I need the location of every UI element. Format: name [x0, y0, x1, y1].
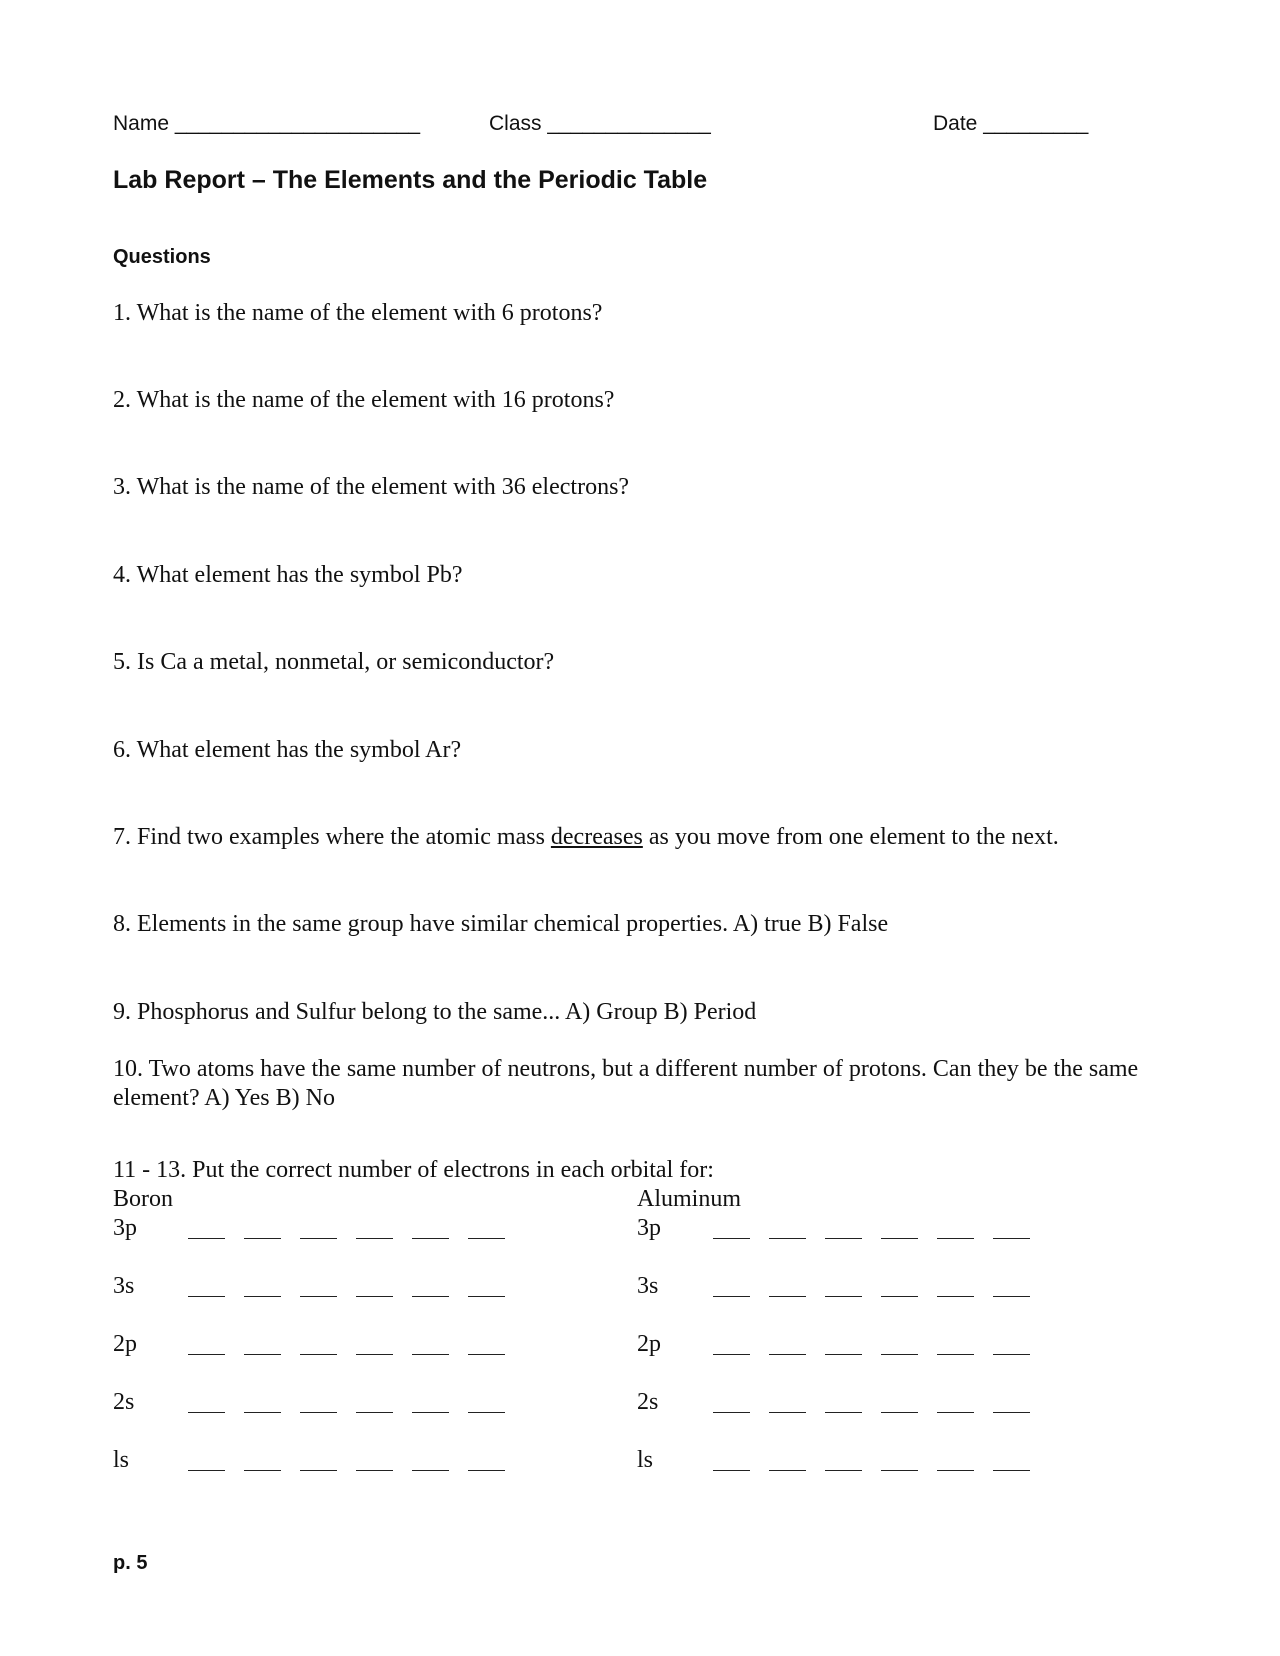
question-10: 10. Two atoms have the same number of neutrons, but a different number of protons. Can they be the same element? A) Yes B) No	[113, 1056, 1139, 1111]
electron-blank[interactable]	[713, 1470, 750, 1471]
electron-blank[interactable]	[356, 1354, 393, 1355]
electron-blank[interactable]	[468, 1470, 505, 1471]
electron-blank[interactable]	[412, 1354, 449, 1355]
electron-blank[interactable]	[881, 1238, 918, 1239]
electron-blank[interactable]	[356, 1412, 393, 1413]
boron-orbital-label: 3p	[113, 1215, 137, 1241]
electron-blank[interactable]	[188, 1296, 225, 1297]
question-7	[113, 824, 1059, 851]
page-title: Lab Report – The Elements and the Periodic Table	[113, 166, 708, 194]
orbital-element-boron: Boron	[113, 1186, 173, 1212]
electron-blank[interactable]	[993, 1238, 1030, 1239]
electron-blank[interactable]	[769, 1238, 806, 1239]
electron-blank[interactable]	[188, 1354, 225, 1355]
electron-blank[interactable]	[412, 1296, 449, 1297]
electron-blank[interactable]	[825, 1354, 862, 1355]
question-7-underlined-word: decreases	[550, 824, 643, 850]
electron-blank[interactable]	[188, 1470, 225, 1471]
electron-blank[interactable]	[881, 1470, 918, 1471]
electron-blank[interactable]	[412, 1470, 449, 1471]
aluminum-orbital-label: ls	[637, 1447, 654, 1473]
electron-blank[interactable]	[713, 1354, 750, 1355]
electron-blank[interactable]	[412, 1238, 449, 1239]
question-9: 9. Phosphorus and Sulfur belong to the same... A) Group B) Period	[113, 999, 757, 1025]
boron-orbital-label: ls	[113, 1447, 130, 1473]
electron-blank[interactable]	[769, 1412, 806, 1413]
class-field-label: Class ______________	[489, 112, 711, 135]
date-field-label: Date _________	[933, 112, 1089, 135]
electron-blank[interactable]	[825, 1412, 862, 1413]
electron-blank[interactable]	[825, 1238, 862, 1239]
electron-blank[interactable]	[300, 1412, 337, 1413]
electron-blank[interactable]	[468, 1412, 505, 1413]
electron-blank[interactable]	[937, 1354, 974, 1355]
section-heading-questions: Questions	[113, 246, 211, 268]
question-1: 1. What is the name of the element with 6 protons?	[113, 300, 603, 326]
electron-blank[interactable]	[244, 1412, 281, 1413]
question-2: 2. What is the name of the element with 16 protons?	[113, 387, 615, 413]
electron-blank[interactable]	[300, 1470, 337, 1471]
electron-blank[interactable]	[881, 1354, 918, 1355]
question-6: 6. What element has the symbol Ar?	[113, 737, 462, 763]
electron-blank[interactable]	[244, 1470, 281, 1471]
page-number: p. 5	[113, 1552, 148, 1574]
electron-blank[interactable]	[937, 1470, 974, 1471]
boron-orbital-label: 3s	[113, 1273, 135, 1299]
question-3: 3. What is the name of the element with 36 electrons?	[113, 474, 630, 500]
electron-blank[interactable]	[881, 1412, 918, 1413]
electron-blank[interactable]	[937, 1296, 974, 1297]
boron-orbital-label: 2p	[113, 1331, 137, 1357]
electron-blank[interactable]	[713, 1238, 750, 1239]
electron-blank[interactable]	[468, 1238, 505, 1239]
electron-blank[interactable]	[188, 1238, 225, 1239]
electron-blank[interactable]	[769, 1296, 806, 1297]
electron-blank[interactable]	[993, 1470, 1030, 1471]
electron-blank[interactable]	[244, 1238, 281, 1239]
electron-blank[interactable]	[993, 1354, 1030, 1355]
question-7-text-start: 7. Find two examples where the atomic mass	[113, 824, 551, 850]
orbital-element-aluminum: Aluminum	[637, 1186, 742, 1212]
name-field-label: Name _____________________	[113, 112, 421, 135]
electron-blank[interactable]	[356, 1470, 393, 1471]
electron-blank[interactable]	[993, 1296, 1030, 1297]
question-4: 4. What element has the symbol Pb?	[113, 562, 463, 588]
electron-blank[interactable]	[244, 1354, 281, 1355]
electron-blank[interactable]	[881, 1296, 918, 1297]
electron-blank[interactable]	[300, 1354, 337, 1355]
electron-blank[interactable]	[188, 1412, 225, 1413]
electron-blank[interactable]	[769, 1354, 806, 1355]
electron-blank[interactable]	[300, 1296, 337, 1297]
question-11-13: 11 - 13. Put the correct number of electrons in each orbital for:	[113, 1157, 714, 1183]
electron-blank[interactable]	[769, 1470, 806, 1471]
electron-blank[interactable]	[412, 1412, 449, 1413]
electron-blank[interactable]	[300, 1238, 337, 1239]
electron-blank[interactable]	[713, 1296, 750, 1297]
question-7-text-end: as you move from one element to the next.	[642, 824, 1059, 850]
electron-blank[interactable]	[713, 1412, 750, 1413]
electron-blank[interactable]	[244, 1296, 281, 1297]
electron-blank[interactable]	[825, 1296, 862, 1297]
electron-blank[interactable]	[356, 1296, 393, 1297]
question-5: 5. Is Ca a metal, nonmetal, or semiconductor?	[113, 649, 555, 675]
electron-blank[interactable]	[356, 1238, 393, 1239]
electron-blank[interactable]	[993, 1412, 1030, 1413]
question-8: 8. Elements in the same group have similar chemical properties. A) true B) False	[113, 911, 889, 937]
electron-blank[interactable]	[825, 1470, 862, 1471]
electron-blank[interactable]	[937, 1412, 974, 1413]
aluminum-orbital-label: 2p	[637, 1331, 661, 1357]
aluminum-orbital-label: 3s	[637, 1273, 659, 1299]
boron-orbital-label: 2s	[113, 1389, 135, 1415]
electron-blank[interactable]	[468, 1354, 505, 1355]
aluminum-orbital-label: 2s	[637, 1389, 659, 1415]
electron-blank[interactable]	[937, 1238, 974, 1239]
aluminum-orbital-label: 3p	[637, 1215, 661, 1241]
electron-blank[interactable]	[468, 1296, 505, 1297]
